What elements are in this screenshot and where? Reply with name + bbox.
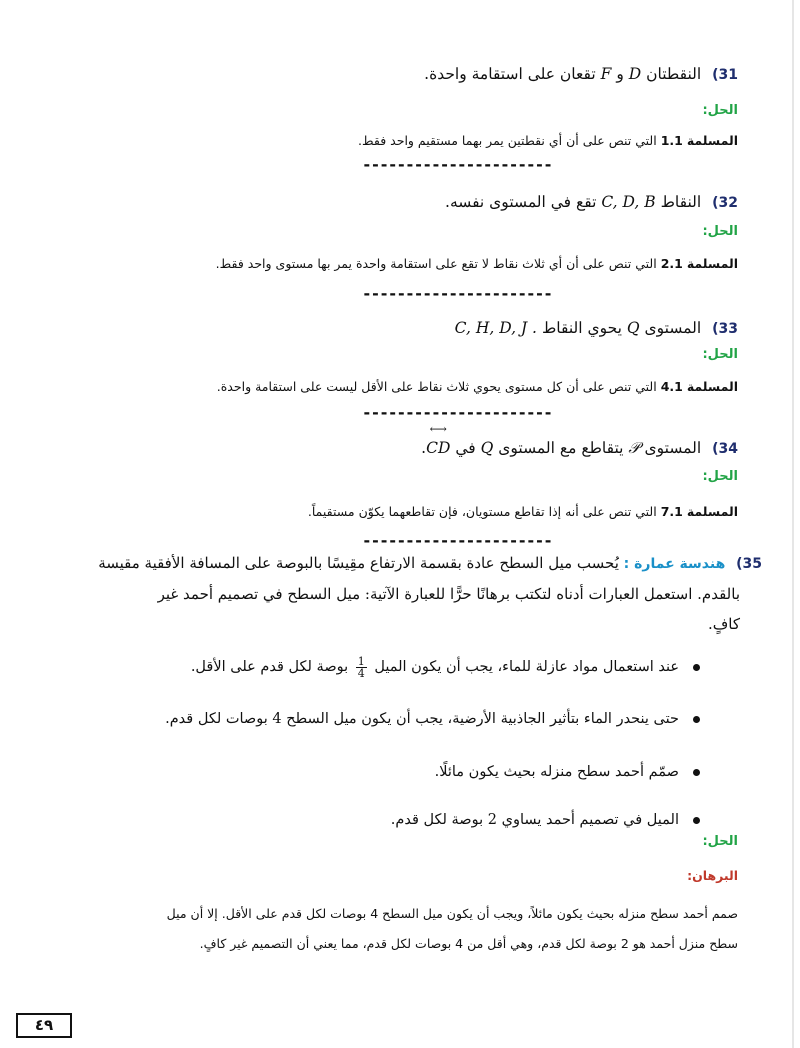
bullet-icon <box>693 716 700 723</box>
separator: ---------------------- <box>362 157 552 173</box>
question-text: تقعان على استقامة واحدة. <box>424 65 596 83</box>
separator: ---------------------- <box>362 405 552 421</box>
plane-q: Q <box>480 439 494 457</box>
bullet-text: حتى ينحدر الماء بتأثير الجاذبية الأرضية، يجب أن يكون ميل السطح 4 بوصات لكل قدم. <box>165 711 679 727</box>
answer-text: التي تنص على أن أي نقطتين يمر بهما مستقيم واحد فقط. <box>358 133 657 148</box>
question-number: 33) <box>712 321 738 337</box>
question-text: يحوي النقاط <box>541 319 622 337</box>
bullet-icon <box>693 664 700 671</box>
bullet-icon <box>693 769 700 776</box>
question-line <box>40 548 762 579</box>
plane-q: Q <box>626 319 640 337</box>
question-32 <box>40 190 738 215</box>
solution-label: الحل: <box>702 224 738 239</box>
question-31 <box>40 62 738 87</box>
solution-label: الحل: <box>702 834 738 849</box>
question-number: 32) <box>712 195 738 211</box>
postulate-number: 7.1 <box>660 504 683 519</box>
point-d: D <box>628 65 642 83</box>
answer-label: المسلمة <box>686 379 738 394</box>
double-arrow-icon: ⟷ <box>429 422 447 436</box>
question-text: و <box>616 65 624 83</box>
answer-text: التي تنص على أنه إذا تقاطع مستويان، فإن تقاطعهما يكوّن مستقيماً. <box>307 504 657 519</box>
proof-label: البرهان: <box>687 868 738 883</box>
question-number: 34) <box>712 441 738 457</box>
question-text: تقع في المستوى نفسه. <box>445 193 597 211</box>
question-text: المستوى <box>644 319 702 337</box>
bullet-text: بوصة لكل قدم على الأقل. <box>190 659 349 675</box>
line-label: CD <box>426 439 451 457</box>
question-text: يتقاطع مع المستوى <box>498 439 624 457</box>
question-33 <box>40 316 738 341</box>
question-text: . <box>421 439 427 457</box>
topic-label: هندسة عمارة : <box>623 556 726 572</box>
solution-label: الحل: <box>702 103 738 118</box>
postulate-number: 2.1 <box>660 256 683 271</box>
answer-label: المسلمة <box>686 133 738 148</box>
answer-label: المسلمة <box>686 256 738 271</box>
question-text: المستوى <box>644 439 702 457</box>
postulate-number: 1.1 <box>660 133 683 148</box>
proof-line: صمم أحمد سطح منزله بحيث يكون مائلاً، ويجب أن يكون ميل السطح 4 بوصات لكل قدم على الأقل. إلا أن ميل <box>166 906 738 921</box>
proof-line: سطح منزل أحمد هو 2 بوصة لكل قدم، وهي أقل من 4 بوصات لكل قدم، مما يعني أن التصميم غير كافٍ. <box>199 936 738 951</box>
question-text: في <box>455 439 476 457</box>
plane-p: 𝒫 <box>628 439 640 457</box>
bullet-item <box>435 760 700 784</box>
bullet-item <box>391 808 700 832</box>
question-text: النقطتان <box>646 65 702 83</box>
points-list: C, D, B <box>601 193 656 211</box>
question-line: بالقدم. استعمل العبارات أدناه لتكتب برهانًا حرًّا للعبارة الآتية: ميل السطح في تصميم أحمد غير <box>157 585 740 603</box>
point-f: F <box>600 65 612 83</box>
fraction <box>356 656 367 679</box>
bullet-icon <box>693 817 700 824</box>
line-cd <box>426 422 451 460</box>
fraction-numerator: 1 <box>357 654 365 668</box>
answer-text: التي تنص على أن أي ثلاث نقاط لا تقع على استقامة واحدة يمر بها مستوى واحد فقط. <box>215 256 657 271</box>
bullet-text: الميل في تصميم أحمد يساوي 2 بوصة لكل قدم. <box>390 812 679 828</box>
answer-34 <box>40 502 738 522</box>
answer-label: المسلمة <box>686 504 738 519</box>
points-list: C, H, D, J . <box>454 319 537 337</box>
bullet-item <box>191 655 700 679</box>
bullet-text: صمّم أحمد سطح منزله بحيث يكون مائلًا. <box>434 764 679 780</box>
answer-31 <box>40 131 738 151</box>
question-text: النقاط <box>660 193 702 211</box>
bullet-text: عند استعمال مواد عازلة للماء، يجب أن يكون الميل <box>374 659 679 675</box>
solution-label: الحل: <box>702 469 738 484</box>
page-number: ٤٩ <box>16 1013 72 1038</box>
postulate-number: 4.1 <box>660 379 683 394</box>
question-line: كافٍ. <box>707 615 740 633</box>
proof-text <box>36 899 738 959</box>
separator: ---------------------- <box>362 286 552 302</box>
bullet-item <box>165 707 700 731</box>
page-edge-line <box>792 0 794 1048</box>
fraction-denominator: 4 <box>357 666 365 680</box>
question-34 <box>40 422 738 461</box>
question-number: 31) <box>712 67 738 83</box>
solution-label: الحل: <box>702 347 738 362</box>
separator: ---------------------- <box>362 533 552 549</box>
answer-32 <box>40 254 738 274</box>
answer-text: التي تنص على أن كل مستوى يحوي ثلاث نقاط على الأقل ليست على استقامة واحدة. <box>216 379 657 394</box>
question-number: 35) <box>736 556 762 572</box>
question-35 <box>40 548 762 639</box>
answer-33 <box>40 377 738 397</box>
question-text: يُحسب ميل السطح عادة بقسمة الارتفاع مقِيسًا بالبوصة على المسافة الأفقية مقيسة <box>98 554 619 572</box>
